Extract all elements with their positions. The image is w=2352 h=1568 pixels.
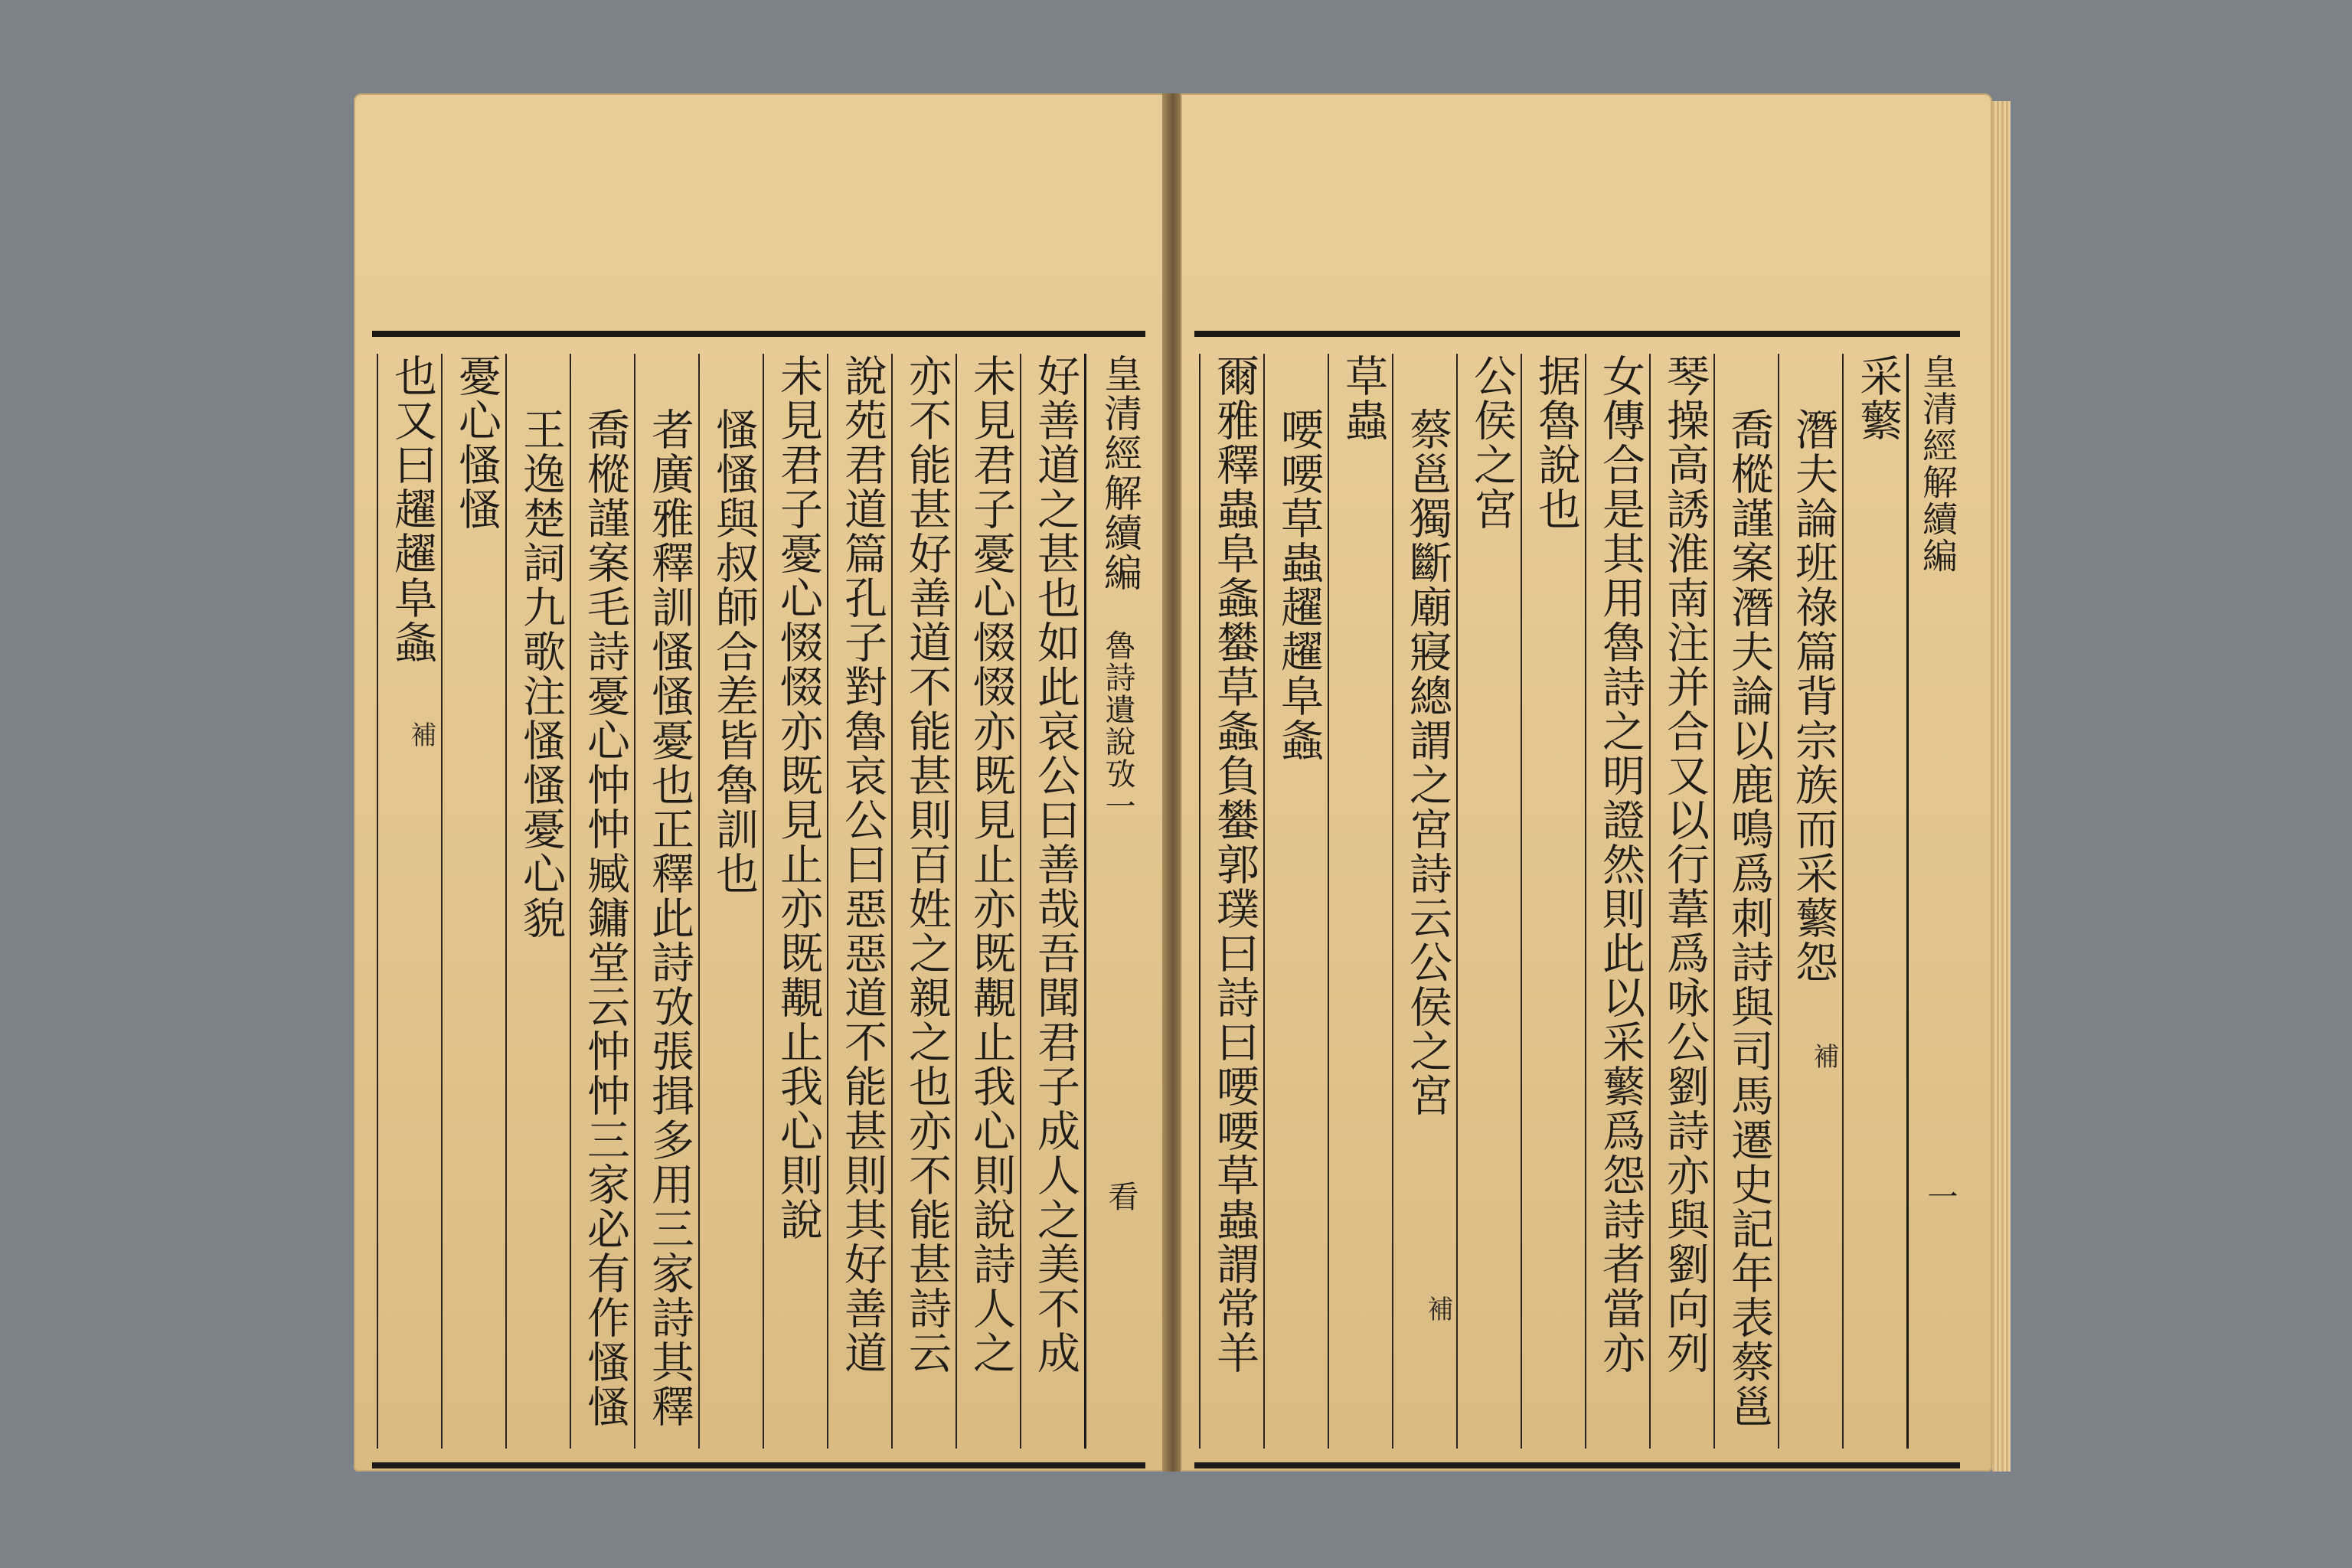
left-column-1: [1020, 354, 1086, 1449]
column-text: 喓喓草蟲趯趯阜螽: [1274, 407, 1324, 763]
right-column-10: [1263, 354, 1329, 1449]
column-text: 慅慅與叔師合差皆魯訓也: [709, 407, 759, 896]
left-column-4: [827, 354, 893, 1449]
left-spine: [1084, 354, 1146, 1449]
column-text: 王逸楚詞九歌注慅慅憂心貌: [516, 407, 566, 940]
supplement-note: 補: [406, 721, 436, 749]
supplement-note: 補: [1808, 1043, 1839, 1070]
right-spine-title: 皇清經解續編: [1917, 354, 1958, 574]
right-text-frame: [1194, 331, 1960, 1468]
right-column-4: [1649, 354, 1715, 1449]
right-page-number: 一: [1922, 1181, 1958, 1213]
column-text: 憂心慅慅: [452, 354, 501, 531]
left-column-6: [698, 354, 764, 1449]
supplement-note: 補: [1423, 1295, 1453, 1323]
left-column-11: [377, 354, 443, 1449]
right-column-1: [1842, 354, 1908, 1449]
left-column-10: [441, 354, 507, 1449]
left-column-3: [891, 354, 957, 1449]
open-book: [354, 93, 2000, 1472]
column-text: 喬樅謹案毛詩憂心忡忡臧鏞堂云忡忡三家必有作慅慅: [580, 407, 630, 1429]
column-text: 采蘩: [1853, 354, 1903, 443]
column-text: 未見君子憂心惙惙亦既見止亦既覯止我心則說詩人之: [966, 354, 1016, 1375]
left-page: [354, 93, 1165, 1472]
left-page-number: 看: [1103, 1181, 1138, 1213]
column-text: 女傳合是其用魯詩之明證然則此以采蘩爲怨詩者當亦: [1596, 354, 1645, 1375]
column-text: 潛夫論班祿篇背宗族而采蘩怨: [1788, 407, 1838, 985]
right-column-11: [1199, 354, 1265, 1449]
column-text: 未見君子憂心惙惙亦既見止亦既覯止我心則說: [773, 354, 823, 1242]
left-column-7: [634, 354, 700, 1449]
left-text-frame: [372, 331, 1145, 1468]
column-text: 爾雅釋蟲阜螽蠜草螽負蠜郭璞曰詩曰喓喓草蟲謂常羊: [1210, 354, 1259, 1375]
column-text: 草蟲: [1338, 354, 1388, 443]
left-column-9: [505, 354, 571, 1449]
column-text: 琴操高誘淮南注并合又以行葦爲咏公劉詩亦與劉向列: [1660, 354, 1710, 1375]
column-text: 好善道之甚也如此哀公曰善哉吾聞君子成人之美不成: [1031, 354, 1080, 1375]
left-column-2: [956, 354, 1021, 1449]
right-column-3: [1713, 354, 1779, 1449]
right-column-8: [1392, 354, 1458, 1449]
column-text: 者廣雅釋訓慅慅憂也正釋此詩攷張揖多用三家詩其釋: [645, 407, 694, 1429]
column-text: 喬樅謹案潛夫論以鹿鳴爲刺詩與司馬遷史記年表蔡邕: [1724, 407, 1774, 1429]
column-text: 亦不能甚好善道不能甚則百姓之親之也亦不能甚詩云: [902, 354, 952, 1375]
right-column-9: [1328, 354, 1393, 1449]
page-edges: [1992, 101, 2011, 1472]
right-spine: [1906, 354, 1962, 1449]
column-text: 也又曰趯趯阜螽: [387, 354, 437, 665]
column-text: 公侯之宮: [1467, 354, 1517, 531]
right-page: [1181, 93, 1992, 1472]
right-column-5: [1585, 354, 1651, 1449]
right-column-6: [1521, 354, 1586, 1449]
right-column-7: [1456, 354, 1522, 1449]
left-spine-section: 魯詩遺說攷一: [1100, 629, 1135, 822]
right-column-2: [1778, 354, 1844, 1449]
left-spine-title: 皇清經解續編: [1098, 354, 1142, 593]
column-text: 据魯說也: [1531, 354, 1581, 531]
left-column-5: [763, 354, 828, 1449]
column-text: 說苑君道篇孔子對魯哀公曰惡惡道不能甚則其好善道: [838, 354, 887, 1375]
column-text: 蔡邕獨斷廟寢總謂之宮詩云公侯之宮: [1403, 407, 1452, 1118]
left-column-8: [570, 354, 635, 1449]
